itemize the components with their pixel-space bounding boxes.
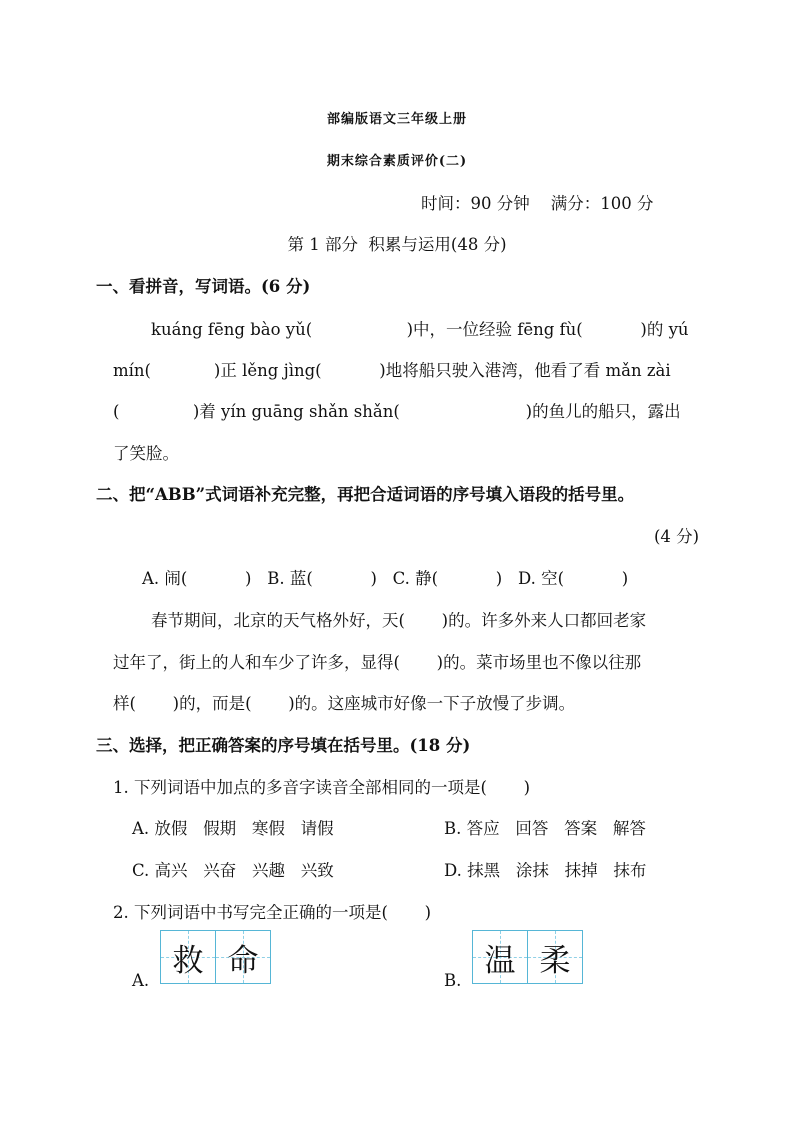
q1-heading: 一、看拼音，写词语。(6 分) [96,277,311,296]
q1-line-4: 了笑脸。 [113,444,179,463]
q3-item1-stem: 1. 下列词语中加点的多音字读音全部相同的一项是( ) [113,778,531,797]
header-title: 部编版语文三年级上册 [326,112,467,127]
tianzi-cell [527,931,582,983]
q2-paragraph-3: 样( )的，而是( )的。这座城市好像一下子放慢了步调。 [113,694,576,713]
part-title: 第 1 部分 积累与运用(48 分) [287,235,507,254]
q2-heading: 二、把“ABB”式词语补充完整，再把合适词语的序号填入语段的括号里。 [96,485,635,504]
grid-character: 命 [227,942,259,979]
grid-character: 柔 [539,942,571,979]
grid-character: 温 [484,942,516,979]
q3-item2-option-a-grid [160,930,271,984]
q1-line-1: kuáng fēng bào yǔ( )中，一位经验 fēng fù( )的 yú [151,320,689,339]
q1-line-2: mín( )正 lěng jìng( )地将船只驶入港湾，他看了看 mǎn zài [113,361,671,380]
q3-item2-option-a-label: A. [132,971,150,990]
q2-options: A. 闹( ) B. 蓝( ) C. 静( ) D. 空( ) [142,569,629,588]
q3-item2-option-b-label: B. [444,971,462,990]
q3-item1-option-d: D. 抹黑 涂抹 抹掉 抹布 [444,861,647,880]
q3-item2-stem: 2. 下列词语中书写完全正确的一项是( ) [113,903,432,922]
q2-paragraph-1: 春节期间，北京的天气格外好，天( )的。许多外来人口都回老家 [151,611,647,630]
time-info: 时间：90 分钟 满分：100 分 [421,194,654,213]
q3-heading: 三、选择，把正确答案的序号填在括号里。(18 分) [96,736,471,755]
tianzi-cell [473,931,527,983]
tianzi-cell [215,931,270,983]
tianzi-cell [161,931,215,983]
grid-character: 救 [172,942,204,979]
q2-paragraph-2: 过年了，街上的人和车少了许多，显得( )的。菜市场里也不像以往那 [113,653,642,672]
q1-line-3: ( )着 yín guāng shǎn shǎn( )的鱼儿的船只，露出 [113,402,681,421]
q3-item2-option-b-grid [472,930,583,984]
header-subtitle: 期末综合素质评价(二) [326,154,468,169]
q3-item1-option-c: C. 高兴 兴奋 兴趣 兴致 [132,861,334,880]
q2-score: (4 分) [654,527,700,546]
q3-item1-option-a: A. 放假 假期 寒假 请假 [132,819,334,838]
q3-item1-option-b: B. 答应 回答 答案 解答 [444,819,646,838]
